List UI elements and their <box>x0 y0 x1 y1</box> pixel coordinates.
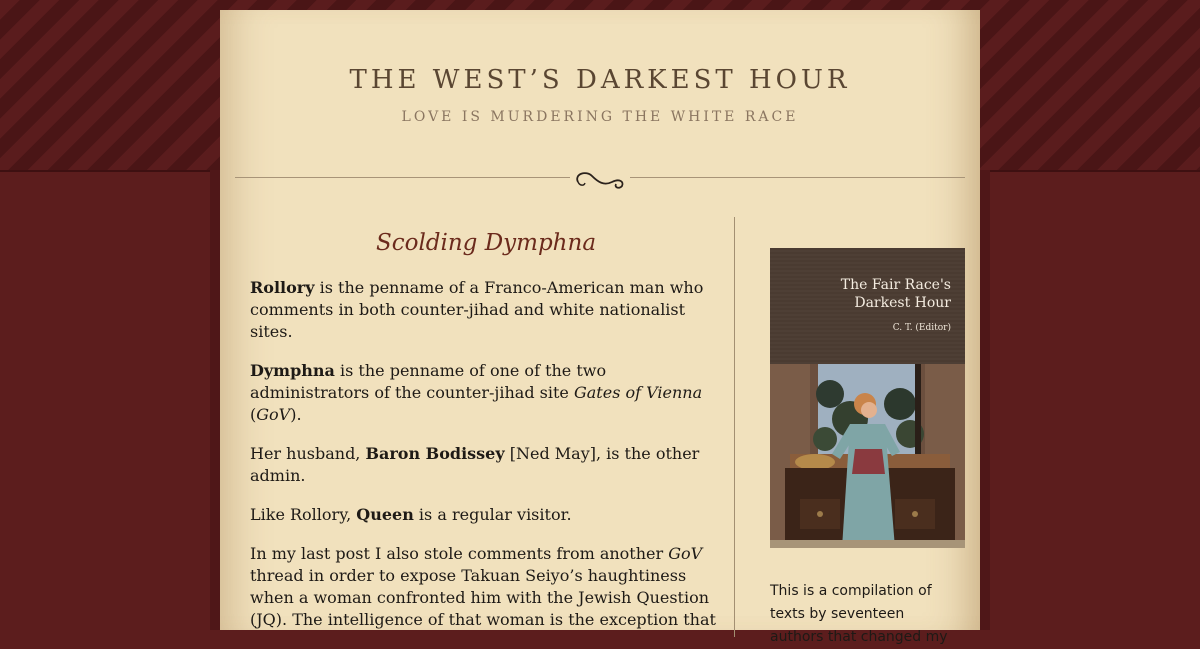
italic-text: GoV <box>668 544 703 563</box>
column-divider <box>734 217 735 637</box>
bold-text: Dymphna <box>250 361 335 380</box>
page-container <box>220 10 980 645</box>
book-cover-top <box>770 248 965 364</box>
paragraph <box>250 543 722 631</box>
book-editor: C. T. (Editor) <box>892 323 951 333</box>
book-cover-painting <box>770 364 965 548</box>
paragraph-text: Her husband, <box>250 444 366 463</box>
paragraph-text: is the penname of one of the two administrators of the counter-jihad site <box>250 361 607 402</box>
paragraph <box>250 504 722 526</box>
paragraph-text: [Ned May], is the other admin. <box>250 444 700 485</box>
paragraph <box>250 277 722 343</box>
site-title[interactable]: THE WEST’S DARKEST HOUR <box>349 65 851 95</box>
book-title <box>781 276 951 312</box>
paragraph-text: is the penname of a Franco-American man who comments in both counter-jihad and white nationalist sites. <box>250 278 704 341</box>
paragraph-text: In my last post I also stole comments from another <box>250 544 669 563</box>
book-title-line: The Fair Race's <box>840 277 951 293</box>
post-body <box>250 277 722 648</box>
book-cover-image[interactable] <box>770 248 965 548</box>
book-title-line: Darkest Hour <box>854 295 951 311</box>
paragraph-text: is a regular visitor. <box>413 505 572 524</box>
paragraph-text: Like Rollory, <box>250 505 357 524</box>
paragraph <box>250 443 722 487</box>
paragraph <box>250 360 722 426</box>
book-description: This is a compilation of texts by seventeen authors that changed my <box>770 583 948 645</box>
bold-text: Baron Bodissey <box>365 444 505 463</box>
site-tagline: LOVE IS MURDERING THE WHITE RACE <box>401 109 799 125</box>
post-title[interactable]: Scolding Dymphna <box>375 230 597 256</box>
paragraph-text: thread in order to expose Takuan Seiyo’s haughtiness when a woman confronted him with the Jewish Question (JQ). The intelligence of that woman is the exception that <box>250 566 716 629</box>
bold-text: Queen <box>356 505 414 524</box>
paragraph-text: ). <box>290 405 302 424</box>
italic-text: GoV <box>256 405 291 424</box>
flourish-ornament <box>570 168 630 190</box>
bold-text: Rollory <box>250 278 315 297</box>
italic-text: Gates of Vienna <box>573 383 703 402</box>
paragraph-text: ( <box>250 405 257 424</box>
